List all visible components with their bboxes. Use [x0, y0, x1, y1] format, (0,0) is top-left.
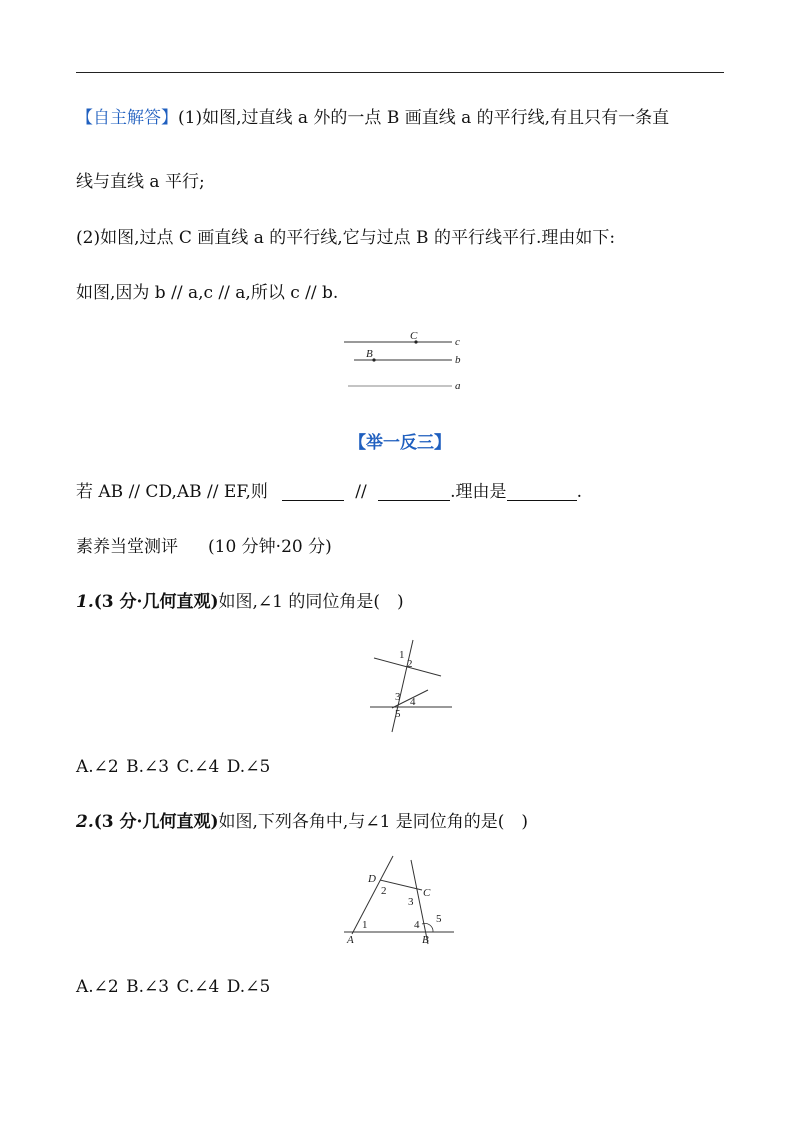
- question-2-tag: (3 分·几何直观): [93, 812, 219, 832]
- practice-title: 【举一反三】: [349, 433, 451, 453]
- question-1-figure: [366, 636, 456, 736]
- question-1-options: A.∠2 B.∠3 C.∠4 D.∠5: [76, 757, 271, 777]
- answer-part1-line1: (1)如图,过直线 a 外的一点 B 画直线 a 的平行线,有且只有一条直: [178, 108, 670, 128]
- question-2-text: 如图,下列各角中,与∠1 是同位角的是( ): [218, 812, 529, 832]
- test-heading: [76, 535, 332, 559]
- practice-prefix: 若 AB // CD,AB // EF,则: [76, 482, 268, 502]
- question-1-tag: (3 分·几何直观): [93, 592, 219, 612]
- answer-part2: (2)如图,过点 C 画直线 a 的平行线,它与过点 B 的平行线平行.理由如下:: [76, 228, 616, 248]
- answer-part1-line2: 线与直线 a 平行;: [76, 172, 205, 192]
- parallel-lines-figure: [342, 330, 472, 395]
- angle-label-3: 3: [395, 691, 401, 703]
- question-1: [76, 590, 404, 614]
- parallel-sign: //: [355, 482, 367, 502]
- question-1-text: 如图,∠1 的同位角是( ): [218, 592, 404, 612]
- blank-1[interactable]: [282, 482, 344, 501]
- label-c: C: [423, 887, 431, 899]
- label-line-c: c: [455, 336, 460, 348]
- practice-end: .: [576, 482, 582, 502]
- angle-label-2: 2: [381, 885, 387, 897]
- blank-3[interactable]: [507, 482, 577, 501]
- angle-label-3: 3: [408, 896, 414, 908]
- line-bc: [411, 860, 428, 944]
- label-d: D: [368, 873, 376, 885]
- label-line-a: a: [455, 380, 461, 392]
- angle-label-4: 4: [410, 696, 416, 708]
- practice-reason: .理由是: [450, 482, 507, 502]
- angle-label-5: 5: [395, 708, 401, 720]
- label-a: A: [347, 934, 354, 946]
- label-point-b: B: [366, 348, 373, 360]
- top-rule: [76, 72, 724, 73]
- angle-label-1: 1: [362, 919, 368, 931]
- answer-line-1: [76, 106, 669, 130]
- question-2-number: 2.: [76, 812, 94, 832]
- question-2-figure: [340, 852, 470, 952]
- practice-question: [76, 480, 582, 504]
- blank-2[interactable]: [378, 482, 450, 501]
- label-point-c: C: [410, 330, 418, 342]
- label-b: B: [422, 934, 429, 946]
- label-line-b: b: [455, 354, 461, 366]
- self-answer-label: 【自主解答】: [76, 108, 178, 128]
- answer-part3: 如图,因为 b // a,c // a,所以 c // b.: [76, 283, 339, 303]
- angle-label-5: 5: [436, 913, 442, 925]
- angle-label-4: 4: [414, 919, 420, 931]
- angle-label-1: 1: [399, 649, 405, 661]
- question-1-number: 1.: [76, 592, 94, 612]
- question-2: [76, 810, 528, 834]
- test-heading-label: 素养当堂测评: [76, 537, 178, 557]
- line-ad: [352, 856, 393, 934]
- angle-label-2: 2: [407, 658, 413, 670]
- point-b: [372, 358, 375, 361]
- question-2-options: A.∠2 B.∠3 C.∠4 D.∠5: [76, 977, 271, 997]
- test-time: (10 分钟·20 分): [208, 537, 332, 557]
